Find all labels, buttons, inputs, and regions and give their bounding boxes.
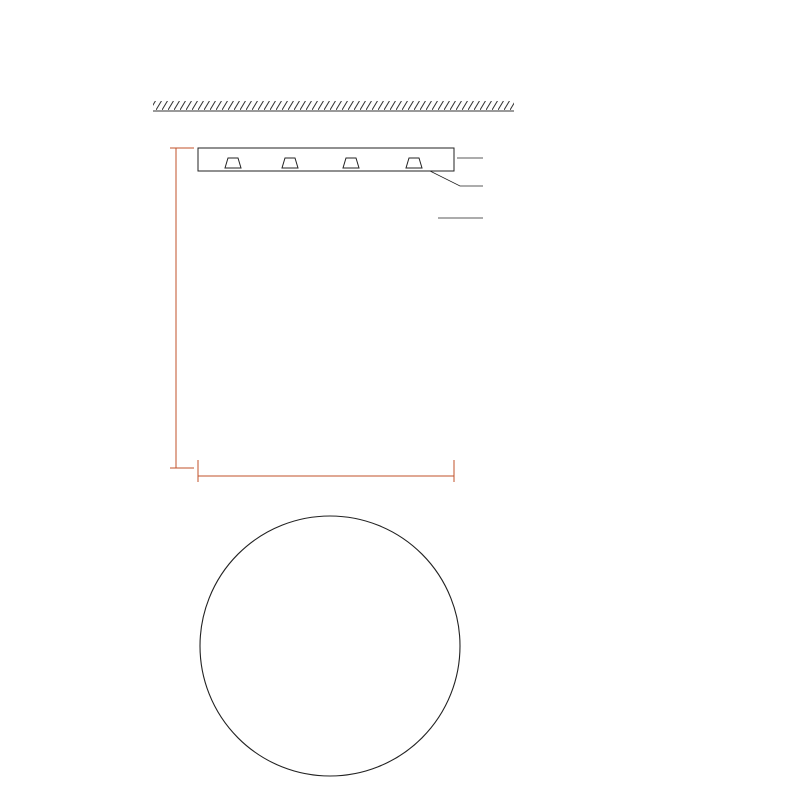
ceiling-hatch [153, 101, 514, 110]
top-view-circle [200, 516, 460, 776]
dimension-lines [170, 148, 454, 482]
